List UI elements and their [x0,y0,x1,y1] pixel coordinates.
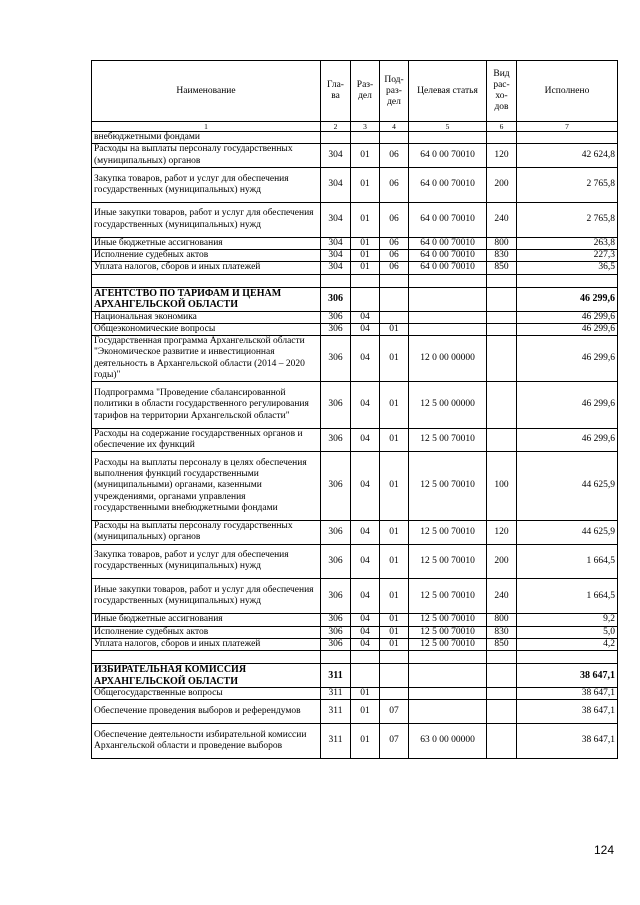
empty-cell [517,651,618,664]
vid-cell [487,688,517,700]
vid-cell: 830 [487,249,517,261]
statya-cell: 12 5 00 70010 [409,452,487,521]
podrazdel-cell: 06 [380,262,409,274]
vid-cell: 830 [487,626,517,638]
statya-cell [409,287,487,311]
statya-cell [409,323,487,335]
vid-cell: 240 [487,579,517,614]
statya-cell: 64 0 00 70010 [409,202,487,237]
spacer-row [92,651,618,664]
table-body [92,132,618,759]
razdel-cell: 04 [351,323,380,335]
table-row [92,520,618,544]
row-name: Иные закупки товаров, работ и услуг для обеспечения государственных (муниципальных) нужд [92,202,321,237]
statya-cell [409,664,487,688]
statya-cell: 12 5 00 70010 [409,614,487,626]
amount-cell: 2 765,8 [517,202,618,237]
column-number: 2 [321,122,351,132]
table-row [92,262,618,274]
razdel-cell: 04 [351,520,380,544]
razdel-cell: 04 [351,544,380,579]
podrazdel-cell: 01 [380,323,409,335]
razdel-cell: 01 [351,262,380,274]
razdel-cell: 01 [351,144,380,168]
agency-row [92,287,618,311]
razdel-cell: 01 [351,202,380,237]
spacer-row [92,274,618,287]
table-row [92,544,618,579]
podrazdel-cell: 01 [380,428,409,452]
podrazdel-cell: 01 [380,382,409,428]
amount-cell: 263,8 [517,237,618,249]
table-row [92,237,618,249]
podrazdel-cell: 07 [380,700,409,724]
statya-cell: 12 5 00 70010 [409,520,487,544]
glava-cell: 304 [321,144,351,168]
table-row [92,202,618,237]
razdel-cell: 01 [351,167,380,202]
header-name: Наименование [92,61,321,122]
glava-cell: 306 [321,323,351,335]
statya-cell: 12 5 00 70010 [409,626,487,638]
amount-cell: 38 647,1 [517,688,618,700]
podrazdel-cell: 06 [380,237,409,249]
table-row [92,700,618,724]
header-razdel: Раз-дел [351,61,380,122]
razdel-cell: 04 [351,452,380,521]
column-number: 1 [92,122,321,132]
glava-cell: 306 [321,638,351,650]
glava-cell: 304 [321,249,351,261]
podrazdel-cell: 01 [380,614,409,626]
table-row [92,452,618,521]
column-number-row [92,122,618,132]
empty-cell [409,274,487,287]
razdel-cell: 01 [351,700,380,724]
podrazdel-cell: 01 [380,452,409,521]
razdel-cell: 01 [351,237,380,249]
empty-cell [487,274,517,287]
glava-cell: 304 [321,237,351,249]
empty-cell [92,274,321,287]
vid-cell [487,428,517,452]
amount-cell: 42 624,8 [517,144,618,168]
table-row [92,428,618,452]
table-row [92,579,618,614]
table-row [92,249,618,261]
glava-cell: 304 [321,167,351,202]
vid-cell [487,336,517,382]
vid-cell: 800 [487,237,517,249]
amount-cell: 46 299,6 [517,336,618,382]
row-name: Иные бюджетные ассигнования [92,237,321,249]
vid-cell: 200 [487,167,517,202]
table-row [92,614,618,626]
vid-cell: 100 [487,452,517,521]
agency-row [92,664,618,688]
empty-cell [409,651,487,664]
column-number: 6 [487,122,517,132]
glava-cell: 306 [321,311,351,323]
podrazdel-cell [380,132,409,144]
row-name: Подпрограмма "Проведение сбалансированной политики в области государственного регулирования тарифов на территории Архангельской области" [92,382,321,428]
vid-cell [487,724,517,759]
row-name: Обеспечение деятельности избирательной комиссии Архангельской области и проведение выборов [92,724,321,759]
razdel-cell [351,132,380,144]
podrazdel-cell: 07 [380,724,409,759]
podrazdel-cell: 01 [380,544,409,579]
row-name: Уплата налогов, сборов и иных платежей [92,638,321,650]
razdel-cell: 01 [351,724,380,759]
empty-cell [321,274,351,287]
glava-cell: 304 [321,202,351,237]
podrazdel-cell [380,688,409,700]
statya-cell: 64 0 00 70010 [409,144,487,168]
glava-cell: 306 [321,614,351,626]
amount-cell: 46 299,6 [517,323,618,335]
amount-cell: 9,2 [517,614,618,626]
glava-cell: 311 [321,688,351,700]
column-number: 4 [380,122,409,132]
glava-cell [321,132,351,144]
razdel-cell: 04 [351,428,380,452]
row-name: Общегосударственные вопросы [92,688,321,700]
statya-cell: 63 0 00 00000 [409,724,487,759]
row-name: АГЕНТСТВО ПО ТАРИФАМ И ЦЕНАМ АРХАНГЕЛЬСКОЙ ОБЛАСТИ [92,287,321,311]
row-name: ИЗБИРАТЕЛЬНАЯ КОМИССИЯ АРХАНГЕЛЬСКОЙ ОБЛАСТИ [92,664,321,688]
razdel-cell: 04 [351,336,380,382]
podrazdel-cell: 06 [380,144,409,168]
empty-cell [321,651,351,664]
column-number: 7 [517,122,618,132]
statya-cell: 64 0 00 70010 [409,237,487,249]
statya-cell: 12 5 00 70010 [409,638,487,650]
statya-cell: 64 0 00 70010 [409,167,487,202]
amount-cell: 1 664,5 [517,544,618,579]
empty-cell [92,651,321,664]
statya-cell [409,132,487,144]
vid-cell: 120 [487,144,517,168]
row-name: Обеспечение проведения выборов и референдумов [92,700,321,724]
amount-cell: 46 299,6 [517,428,618,452]
vid-cell [487,664,517,688]
glava-cell: 306 [321,520,351,544]
razdel-cell: 04 [351,638,380,650]
statya-cell [409,311,487,323]
table-row [92,688,618,700]
statya-cell [409,700,487,724]
table-row [92,382,618,428]
row-name: Иные закупки товаров, работ и услуг для обеспечения государственных (муниципальных) нужд [92,579,321,614]
podrazdel-cell: 06 [380,249,409,261]
podrazdel-cell: 06 [380,202,409,237]
vid-cell: 850 [487,262,517,274]
amount-cell: 38 647,1 [517,700,618,724]
statya-cell [409,688,487,700]
column-number: 3 [351,122,380,132]
podrazdel-cell: 01 [380,579,409,614]
row-name: Исполнение судебных актов [92,626,321,638]
razdel-cell: 04 [351,579,380,614]
table-row [92,724,618,759]
razdel-cell: 01 [351,688,380,700]
header-amount: Исполнено [517,61,618,122]
amount-cell: 38 647,1 [517,664,618,688]
table-row [92,626,618,638]
table-row [92,336,618,382]
glava-cell: 306 [321,452,351,521]
empty-cell [517,274,618,287]
row-name: Исполнение судебных актов [92,249,321,261]
podrazdel-cell [380,664,409,688]
empty-cell [380,651,409,664]
vid-cell: 240 [487,202,517,237]
row-name: Расходы на выплаты персоналу в целях обеспечения выполнения функций государственными (муниципальными) органами, казенными учреждениями, органами управления государственными внебюджетными фондами [92,452,321,521]
amount-cell: 46 299,6 [517,287,618,311]
header-glava: Гла-ва [321,61,351,122]
glava-cell: 311 [321,664,351,688]
header-row [92,61,618,122]
razdel-cell: 04 [351,382,380,428]
row-name: Закупка товаров, работ и услуг для обеспечения государственных (муниципальных) нужд [92,544,321,579]
amount-cell: 44 625,9 [517,520,618,544]
glava-cell: 306 [321,579,351,614]
podrazdel-cell: 01 [380,626,409,638]
podrazdel-cell: 01 [380,520,409,544]
razdel-cell: 04 [351,311,380,323]
row-name: Общеэкономические вопросы [92,323,321,335]
podrazdel-cell: 01 [380,336,409,382]
vid-cell [487,700,517,724]
razdel-cell: 01 [351,249,380,261]
statya-cell: 12 0 00 00000 [409,336,487,382]
glava-cell: 306 [321,287,351,311]
amount-cell: 2 765,8 [517,167,618,202]
amount-cell: 46 299,6 [517,382,618,428]
glava-cell: 304 [321,262,351,274]
statya-cell: 12 5 00 00000 [409,382,487,428]
vid-cell: 120 [487,520,517,544]
table-row [92,144,618,168]
empty-cell [380,274,409,287]
empty-cell [351,274,380,287]
header-vid: Вид рас-хо-дов [487,61,517,122]
table-row [92,167,618,202]
amount-cell: 38 647,1 [517,724,618,759]
amount-cell: 5,0 [517,626,618,638]
podrazdel-cell: 01 [380,638,409,650]
page-number: 124 [593,843,614,857]
glava-cell: 311 [321,724,351,759]
razdel-cell: 04 [351,614,380,626]
razdel-cell: 04 [351,626,380,638]
statya-cell: 64 0 00 70010 [409,249,487,261]
glava-cell: 306 [321,626,351,638]
statya-cell: 12 5 00 70010 [409,579,487,614]
table-row [92,311,618,323]
row-name: Иные бюджетные ассигнования [92,614,321,626]
amount-cell: 46 299,6 [517,311,618,323]
podrazdel-cell: 06 [380,167,409,202]
vid-cell [487,323,517,335]
row-name: Расходы на выплаты персоналу государственных (муниципальных) органов [92,520,321,544]
table-row [92,323,618,335]
amount-cell [517,132,618,144]
vid-cell: 800 [487,614,517,626]
razdel-cell [351,664,380,688]
row-name: Уплата налогов, сборов и иных платежей [92,262,321,274]
vid-cell: 200 [487,544,517,579]
vid-cell [487,311,517,323]
vid-cell [487,132,517,144]
table-row [92,132,618,144]
row-name: Национальная экономика [92,311,321,323]
table-row [92,638,618,650]
header-podrazdel: Под-раз-дел [380,61,409,122]
vid-cell: 850 [487,638,517,650]
amount-cell: 4,2 [517,638,618,650]
podrazdel-cell [380,287,409,311]
amount-cell: 227,3 [517,249,618,261]
vid-cell [487,287,517,311]
glava-cell: 311 [321,700,351,724]
empty-cell [351,651,380,664]
header-statya: Целевая статья [409,61,487,122]
row-name: Расходы на содержание государственных органов и обеспечение их функций [92,428,321,452]
statya-cell: 64 0 00 70010 [409,262,487,274]
glava-cell: 306 [321,544,351,579]
row-name: Государственная программа Архангельской области "Экономическое развитие и инвестиционная деятельность в Архангельской области (2014 – 2020 годы)" [92,336,321,382]
row-name: внебюджетными фондами [92,132,321,144]
row-name: Расходы на выплаты персоналу государственных (муниципальных) органов [92,144,321,168]
statya-cell: 12 5 00 70010 [409,544,487,579]
column-number: 5 [409,122,487,132]
amount-cell: 44 625,9 [517,452,618,521]
amount-cell: 36,5 [517,262,618,274]
vid-cell [487,382,517,428]
empty-cell [487,651,517,664]
glava-cell: 306 [321,336,351,382]
row-name: Закупка товаров, работ и услуг для обеспечения государственных (муниципальных) нужд [92,167,321,202]
statya-cell: 12 5 00 70010 [409,428,487,452]
glava-cell: 306 [321,428,351,452]
glava-cell: 306 [321,382,351,428]
amount-cell: 1 664,5 [517,579,618,614]
budget-table [91,60,618,759]
razdel-cell [351,287,380,311]
podrazdel-cell [380,311,409,323]
